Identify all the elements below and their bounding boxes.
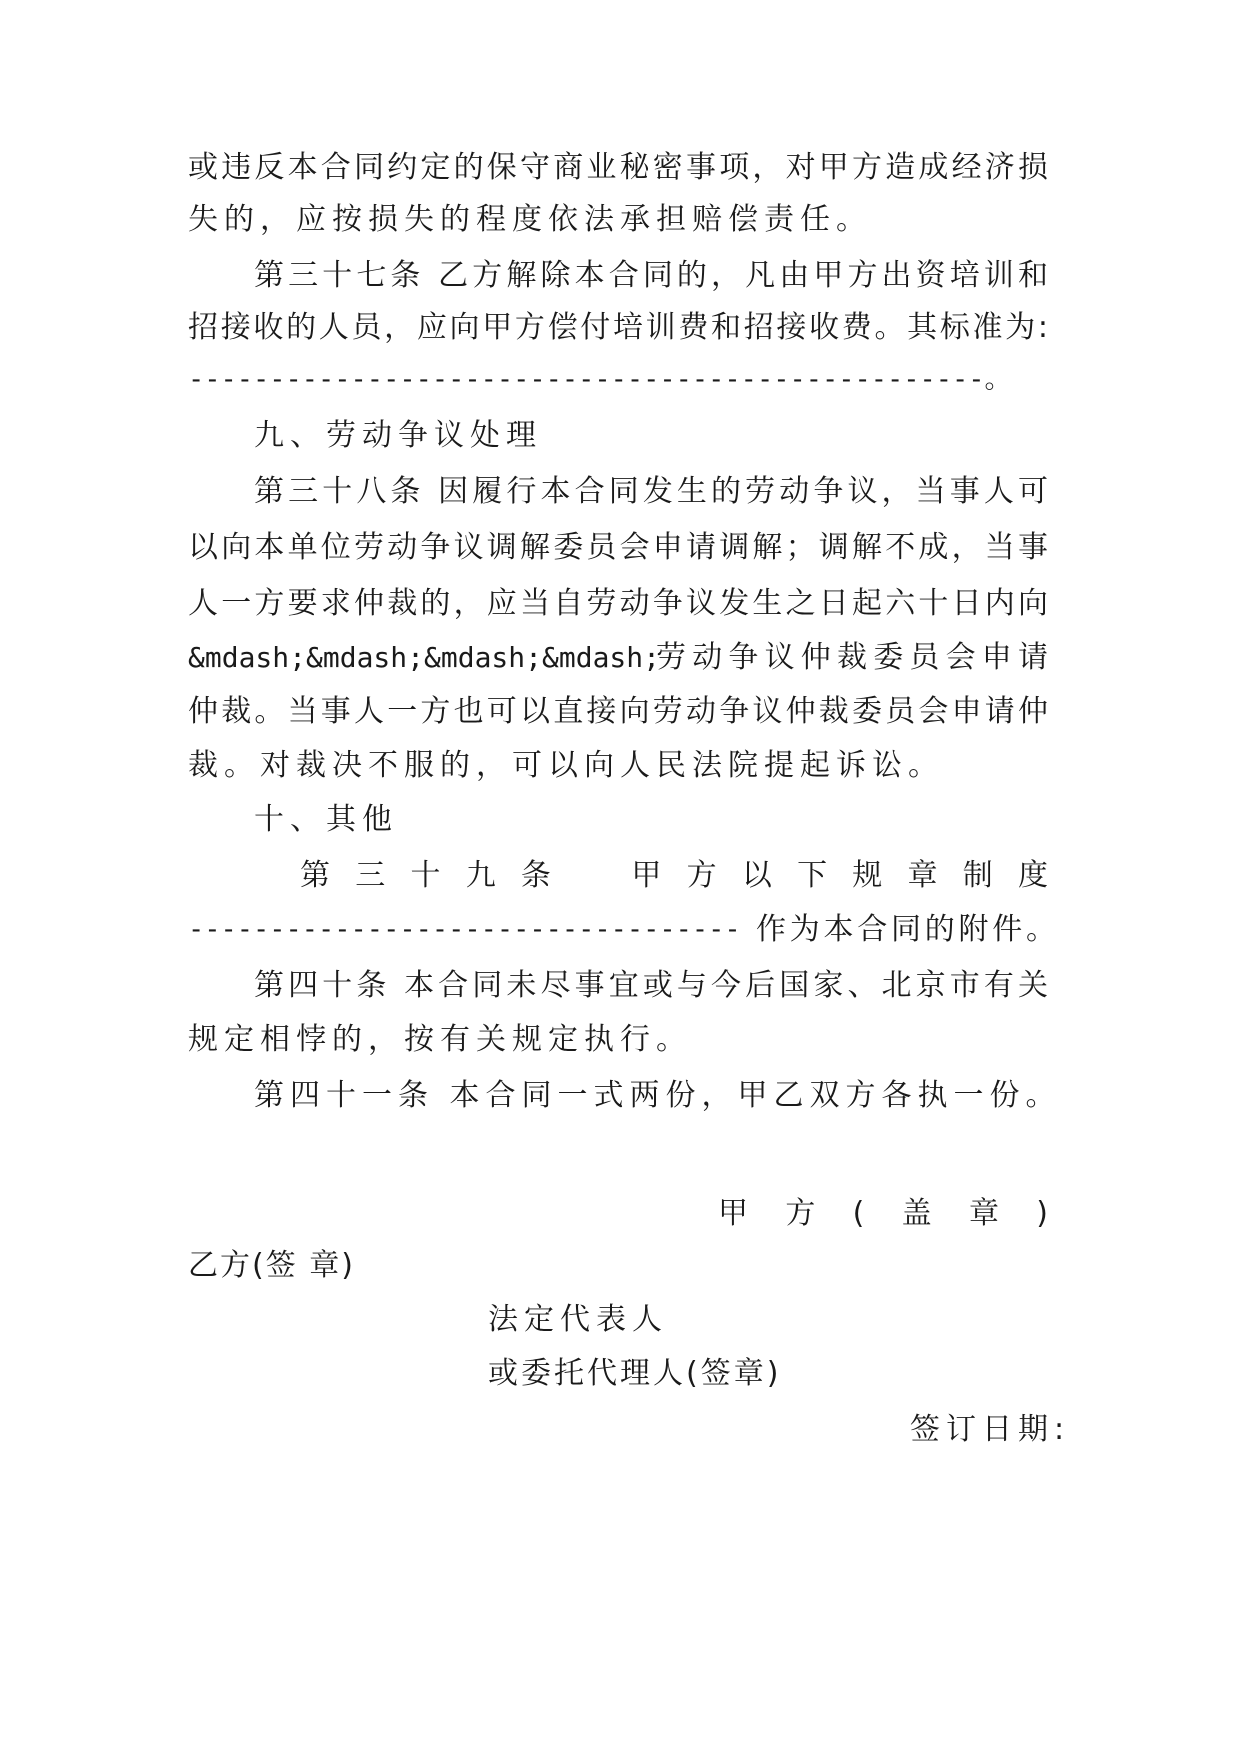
clause-37-line-1: 第三十七条 乙方解除本合同的，凡由甲方出资培训和 [254,258,1048,293]
clause-40-line-2: 规定相悖的，按有关规定执行。 [188,1022,692,1057]
clause-38-line-3: 人一方要求仲裁的，应当自劳动争议发生之日起六十日内向 [188,586,1048,621]
clause-37-line-2: 招接收的人员，应向甲方偿付培训费和招接收费。其标准为: [188,310,1048,345]
clause-39-blank-line: ---------------------------------- [188,914,741,945]
legal-representative: 法定代表人 [488,1302,668,1337]
clause-39-line-1: 第三十九条 甲方以下规章制度 [300,858,1048,893]
clause-38-entity-text: &mdash;&mdash;&mdash;&mdash; [188,641,661,674]
section-9-heading: 九、劳动争议处理 [254,418,542,453]
signing-date: 签订日期: [910,1412,1071,1447]
clause-40-line-1: 第四十条 本合同未尽事宜或与今后国家、北京市有关 [254,968,1048,1003]
clause-38-line-2: 以向本单位劳动争议调解委员会申请调解；调解不成，当事 [188,530,1048,565]
clause-39-line-2: 作为本合同的附件。 [756,912,1056,947]
text-line-2: 失的，应按损失的程度依法承担赔偿责任。 [188,202,872,237]
clause-37-blank-line: -------------------------------------------------。 [188,364,1012,395]
text-line-1: 或违反本合同约定的保守商业秘密事项，对甲方造成经济损 [188,150,1048,185]
section-10-heading: 十、其他 [254,802,398,837]
clause-41: 第四十一条 本合同一式两份，甲乙双方各执一份。 [254,1078,1062,1113]
party-a-seal: 甲方(盖章) [718,1196,1048,1231]
clause-38-line-5: 仲裁。当事人一方也可以直接向劳动争议仲裁委员会申请仲 [188,694,1048,729]
clause-38-line-4: 劳动争议仲裁委员会申请 [656,640,1048,675]
party-b-signature: 乙方(签 章) [188,1248,355,1283]
clause-38-line-6: 裁。对裁决不服的，可以向人民法院提起诉讼。 [188,748,944,783]
clause-38-line-1: 第三十八条 因履行本合同发生的劳动争议，当事人可 [254,474,1048,509]
authorized-agent: 或委托代理人(签章) [488,1356,782,1391]
